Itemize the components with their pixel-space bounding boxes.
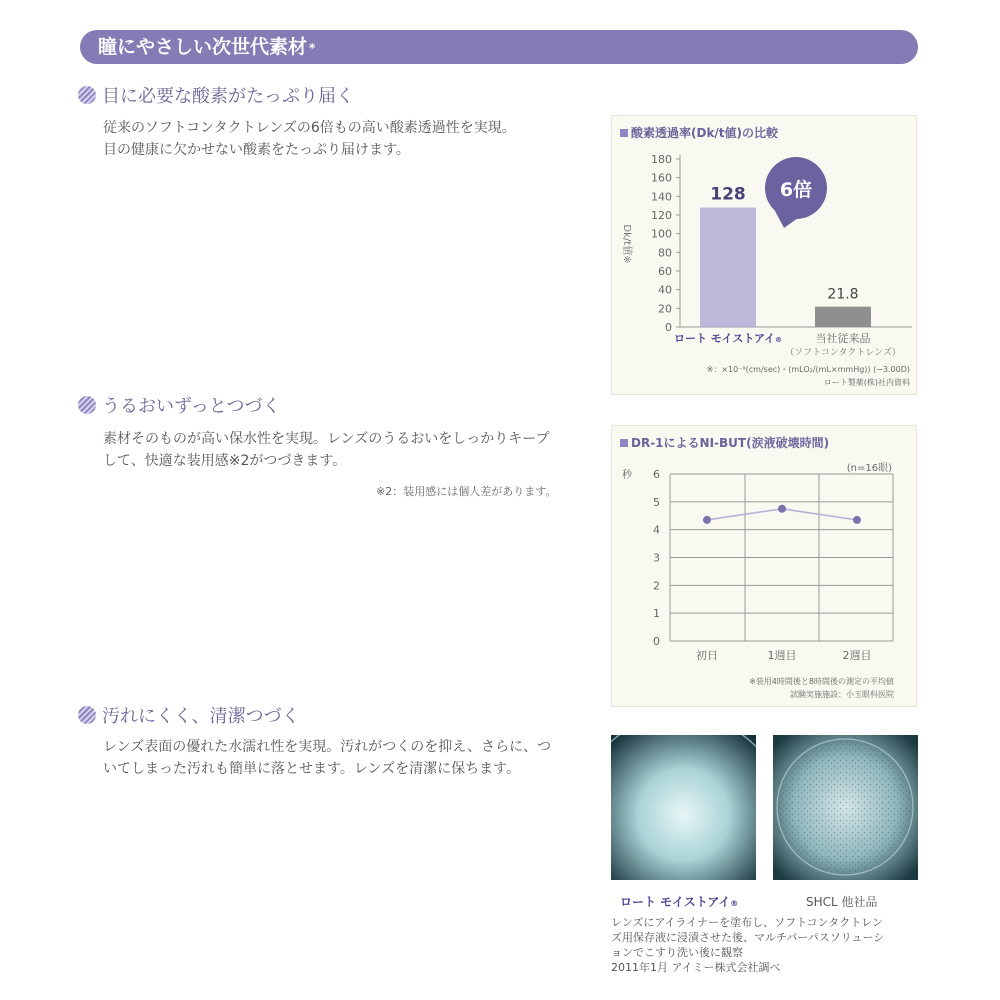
data-point (778, 505, 786, 513)
chart-footnote: 試験実施施設：小玉眼科医院 (790, 690, 894, 699)
y-tick-label: 0 (653, 635, 660, 648)
y-tick-label: 20 (658, 302, 672, 316)
body-line: レンズ表面の優れた水濡れ性を実現。汚れがつくのを抑え、さらに、つ (103, 739, 552, 755)
y-tick-label: 3 (653, 551, 660, 565)
y-tick-label: 140 (651, 190, 672, 204)
y-tick-label: 2 (653, 579, 660, 593)
bar (700, 208, 756, 327)
y-tick-label: 100 (651, 227, 672, 241)
lens-photo-competitor (773, 735, 918, 880)
x-tick-label: 初日 (696, 649, 718, 662)
category-label: ロート モイストアイ® (673, 332, 783, 345)
nibut-chart-panel (611, 425, 917, 707)
oxygen-bar-chart (612, 116, 918, 396)
data-point (703, 516, 711, 524)
oxygen-chart-panel (611, 115, 917, 395)
y-tick-label: 60 (658, 265, 672, 278)
section-body-clean (103, 736, 551, 780)
chart-title: 酸素透過率(Dk/t値)の比較 (620, 124, 778, 141)
section-title-moisture (78, 392, 281, 418)
y-axis-label: Dk/t値※ (621, 224, 632, 264)
banner-mark: * (309, 40, 316, 55)
chart-footnote: ※装用4時間後と8時間後の測定の平均値 (749, 677, 894, 686)
bar-value-label: 128 (710, 184, 746, 205)
bullet-icon (78, 396, 96, 414)
chart-title: DR-1によるNI-BUT(涙液破壊時間) (620, 434, 829, 451)
section-title-oxygen (78, 82, 354, 108)
section-body-moisture (103, 428, 550, 472)
y-tick-label: 6 (653, 468, 660, 481)
data-point (853, 516, 861, 524)
y-tick-label: 120 (651, 209, 672, 222)
y-tick-label: 1 (653, 607, 660, 621)
caption-line: レンズにアイライナーを塗布し、ソフトコンタクトレン (611, 916, 883, 929)
page-banner (80, 30, 918, 64)
category-sublabel: （ソフトコンタクトレンズ） (785, 348, 901, 358)
y-tick-label: 5 (653, 495, 660, 509)
y-tick-label: 160 (651, 171, 672, 185)
moisture-note: ※2：装用感には個人差があります。 (376, 485, 557, 498)
bar (815, 307, 871, 327)
body-line: 目の健康に欠かせない酸素をたっぷり届けます。 (103, 142, 410, 158)
lens-photo-moisteye (611, 735, 756, 880)
y-axis-label: 秒 (622, 470, 632, 481)
body-line: 素材そのものが高い保水性を実現。レンズのうるおいをしっかりキープ (103, 431, 550, 447)
body-line: 従来のソフトコンタクトレンズの6倍もの高い酸素透過性を実現。 (103, 120, 516, 136)
chart-footnote: ロート製薬(株)社内資料 (823, 378, 910, 387)
y-tick-label: 80 (658, 246, 672, 260)
y-tick-label: 180 (651, 153, 672, 166)
y-tick-label: 4 (653, 523, 660, 537)
photo-label-competitor: SHCL 他社品 (806, 895, 878, 909)
callout-text: 6倍 (779, 179, 813, 201)
body-line: して、快適な装用感※2がつづきます。 (103, 453, 347, 469)
banner-title: 瞳にやさしい次世代素材 (98, 36, 308, 58)
section-title-text: 目に必要な酸素がたっぷり届く (102, 86, 354, 107)
bullet-icon (78, 86, 96, 104)
x-tick-label: 2週目 (842, 649, 872, 662)
photo-caption (611, 915, 884, 975)
caption-line: 2011年1月 アイミー株式会社調べ (611, 961, 781, 974)
bullet-icon (78, 706, 96, 724)
section-title-text: うるおいずっとつづく (102, 396, 281, 417)
section-title-text: 汚れにくく、清潔つづく (102, 706, 300, 727)
chart-subtitle: (n=16眼) (846, 463, 892, 474)
body-line: いてしまった汚れも簡単に落とせます。レンズを清潔に保ちます。 (103, 761, 520, 777)
y-tick-label: 0 (665, 321, 672, 334)
section-title-clean (78, 702, 300, 728)
section-body-oxygen (103, 117, 516, 161)
category-label: 当社従来品 (815, 332, 871, 345)
photo-label-moisteye: ロート モイストアイ® (620, 895, 739, 909)
y-tick-label: 40 (658, 283, 672, 297)
caption-line: ズ用保存液に浸漬させた後、マルチパーパスソリューシ (611, 931, 885, 944)
nibut-line-chart (612, 426, 918, 708)
bar-value-label: 21.8 (827, 286, 859, 303)
x-tick-label: 1週目 (767, 649, 797, 662)
chart-footnote: ※：×10⁻⁹(cm/sec)・(mLO₂/(mL×mmHg)) (−3.00D) (706, 365, 910, 374)
caption-line: ョンでこすり洗い後に観察 (611, 946, 743, 959)
